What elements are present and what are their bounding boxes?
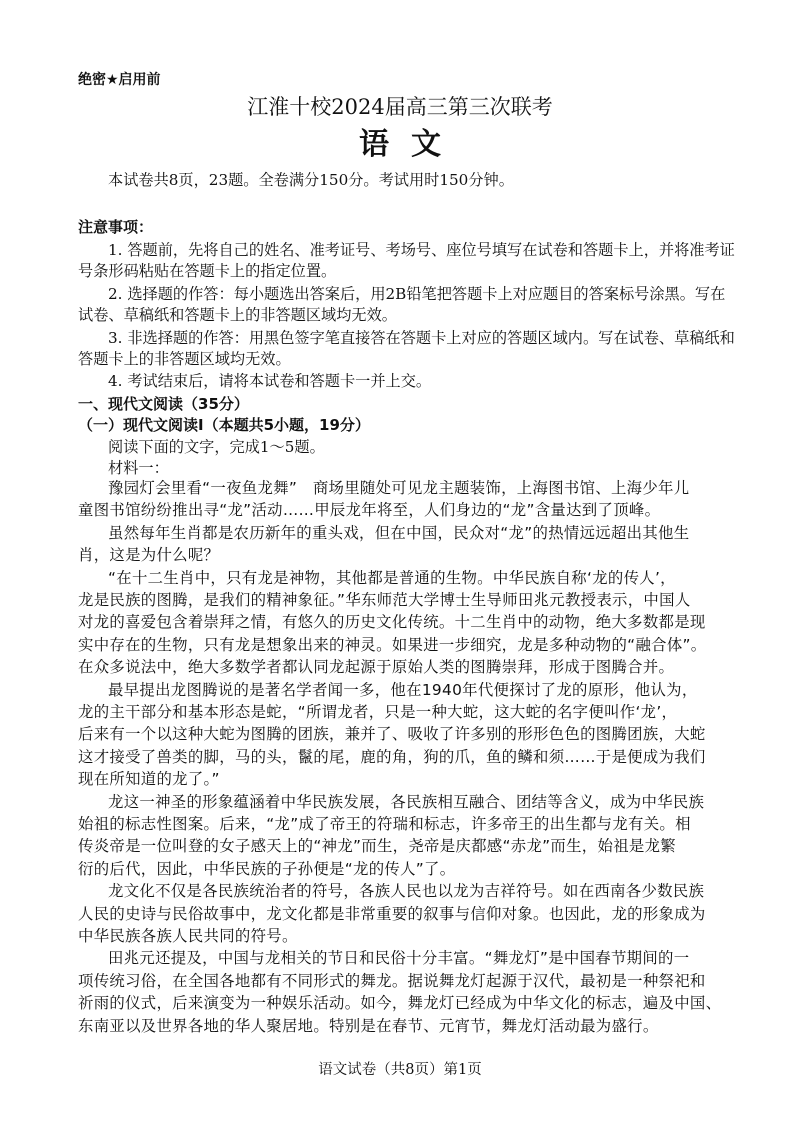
page-footer: 语文试卷（共8页）第1页 bbox=[318, 1062, 482, 1078]
passage-line: 肖，这是为什么呢？ bbox=[78, 546, 220, 565]
passage-line: 童图书馆纷纷推出寻“龙”活动……甲辰龙年将至，人们身边的“龙”含量达到了顶峰。 bbox=[78, 501, 661, 520]
passage-line: 虽然每年生肖都是农历新年的重头戏，但在中国，民众对“龙”的热情远远超出其他生 bbox=[108, 523, 690, 542]
notes-title: 注意事项： bbox=[78, 218, 154, 236]
passage-line: 豫园灯会里看“一夜鱼龙舞” 商场里随处可见龙主题装饰，上海图书馆、上海少年儿 bbox=[108, 479, 690, 497]
confidential-label: 绝密★启用前 bbox=[78, 72, 161, 88]
passage-line: 后来有一个以这种大蛇为图腾的团族，兼并了、吸收了许多别的形形色色的图腾团族，大蛇 bbox=[78, 725, 706, 744]
reading-instruction: 阅读下面的文字，完成1～5题。 bbox=[108, 438, 325, 456]
notes-line: 答题卡上的非答题区域均无效。 bbox=[78, 350, 291, 368]
passage-line: “在十二生肖中，只有龙是神物，其他都是普通的生物。中华民族自称‘龙的传人’， bbox=[108, 568, 676, 587]
notes-line: 号条形码粘贴在答题卡上的指定位置。 bbox=[78, 262, 337, 280]
passage-line: 现在所知道的龙了。” bbox=[78, 770, 220, 789]
exam-intro: 本试卷共8页，23题。全卷满分150分。考试用时150分钟。 bbox=[108, 171, 514, 189]
passage-line: 这才接受了兽类的脚，马的头，鬣的尾，鹿的角，狗的爪，鱼的鳞和须……于是便成为我们 bbox=[78, 747, 706, 766]
notes-line: 1. 答题前，先将自己的姓名、准考证号、考场号、座位号填写在试卷和答题卡上，并将准考证 bbox=[108, 241, 735, 259]
passage-line: 龙的主干部分和基本形态是蛇，“所谓龙者，只是一种大蛇，这大蛇的名字便叫作‘龙’， bbox=[78, 703, 678, 721]
notes-line: 2. 选择题的作答：每小题选出答案后，用2B铅笔把答题卡上对应题目的答案标号涂黑。写在 bbox=[108, 285, 726, 303]
passage-line: 在众多说法中，绝大多数学者都认同龙起源于原始人类的图腾崇拜，形成于图腾合并。 bbox=[78, 658, 675, 677]
passage-line: 龙这一神圣的形象蕴涵着中华民族发展，各民族相互融合、团结等含义，成为中华民族 bbox=[108, 792, 705, 811]
notes-line: 试卷、草稿纸和答题卡上的非答题区域均无效。 bbox=[78, 306, 397, 324]
passage-line: 中华民族各族人民共同的符号。 bbox=[78, 927, 298, 945]
passage-line: 项传统习俗，在全国各地都有不同形式的舞龙。据说舞龙灯起源于汉代，最初是一种祭祀和 bbox=[78, 971, 706, 990]
passage-line: 田兆元还提及，中国与龙相关的节日和民俗十分丰富。“舞龙灯”是中国春节期间的一 bbox=[108, 949, 690, 968]
notes-line: 4. 考试结束后，请将本试卷和答题卡一并上交。 bbox=[108, 372, 432, 390]
passage-line: 实中存在的生物，只有龙是想象出来的神灵。如果进一步细究，龙是多种动物的“融合体”。 bbox=[78, 635, 707, 654]
passage-line: 龙是民族的图腾，是我们的精神象征。”华东师范大学博士生导师田兆元教授表示，中国人 bbox=[78, 591, 691, 609]
passage-line: 祈雨的仪式，后来演变为一种娱乐活动。如今，舞龙灯已经成为中华文化的标志，遍及中国、 bbox=[78, 994, 722, 1013]
passage-line: 衍的后代，因此，中华民族的子孙便是“龙的传人”了。 bbox=[78, 859, 456, 878]
subsection-heading: （一）现代文阅读Ⅰ（本题共5小题，19分） bbox=[78, 416, 370, 434]
passage-line: 传炎帝是一位叫登的女子感天上的“神龙”而生，尧帝是庆都感“赤龙”而生，始祖是龙繁 bbox=[78, 837, 676, 856]
passage-line: 龙文化不仅是各民族统治者的符号，各族人民也以龙为吉祥符号。如在西南各少数民族 bbox=[108, 882, 705, 901]
part-heading: 一、现代文阅读（35分） bbox=[78, 395, 249, 413]
passage-line: 始祖的标志性图案。后来，“龙”成了帝王的符瑞和标志，许多帝王的出生都与龙有关。相 bbox=[78, 815, 691, 833]
material-label: 材料一： bbox=[108, 459, 169, 477]
exam-title: 江淮十校2024届高三第三次联考 bbox=[247, 95, 553, 119]
notes-line: 3. 非选择题的作答：用黑色签字笔直接答在答题卡上对应的答题区域内。写在试卷、草稿纸和 bbox=[108, 329, 735, 347]
passage-line: 人民的史诗与民俗故事中，龙文化都是非常重要的叙事与信仰对象。也因此，龙的形象成为 bbox=[78, 904, 706, 923]
passage-line: 东南亚以及世界各地的华人聚居地。特别是在春节、元宵节，舞龙灯活动最为盛行。 bbox=[78, 1016, 659, 1035]
subject-title: 语文 bbox=[359, 127, 463, 162]
passage-line: 最早提出龙图腾说的是著名学者闻一多，他在1940年代便探讨了龙的原形，他认为， bbox=[108, 680, 698, 699]
passage-line: 对龙的喜爱包含着崇拜之情，有悠久的历史文化传统。十二生肖中的动物，绝大多数都是现 bbox=[78, 613, 706, 632]
